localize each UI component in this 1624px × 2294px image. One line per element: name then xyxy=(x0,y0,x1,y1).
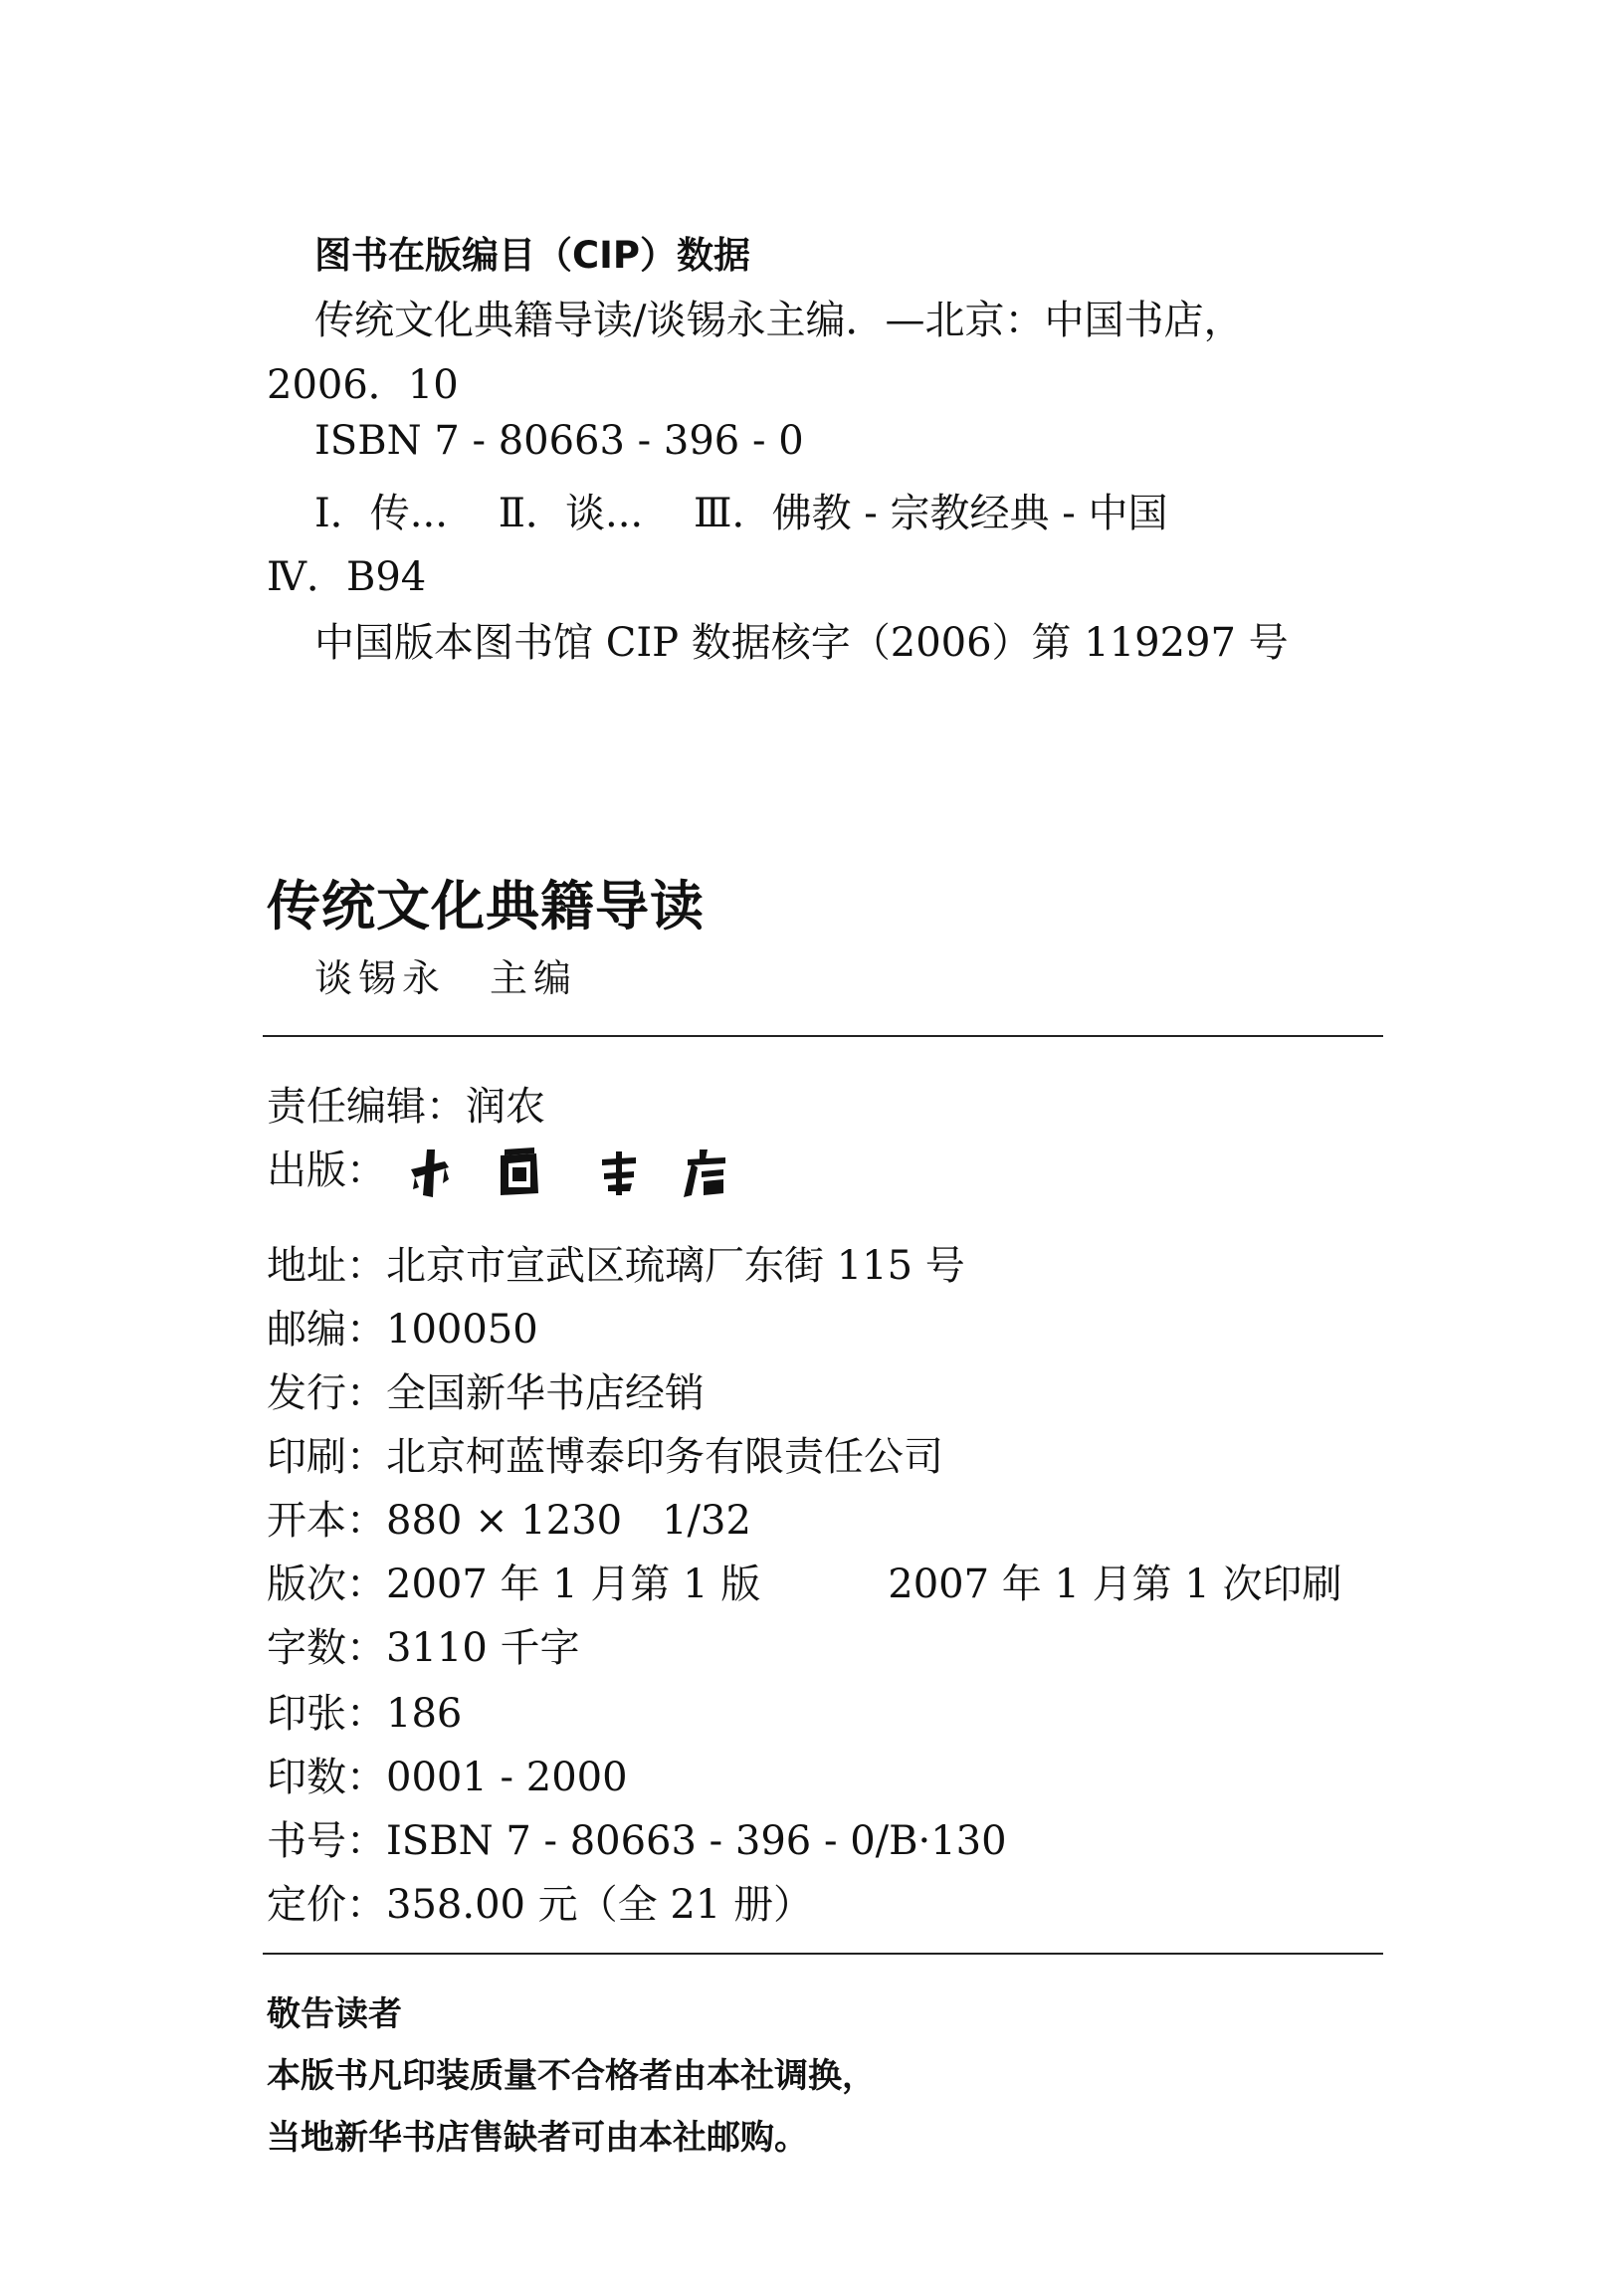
book-title: 传统文化典籍导读 xyxy=(267,875,705,938)
notice-heading: 敬告读者 xyxy=(267,1994,402,2034)
responsible-editor-row xyxy=(267,1075,545,1132)
price-value: 358.00 元（全 21 册） xyxy=(386,1882,814,1928)
format-value: 880 × 1230 1/32 xyxy=(386,1498,751,1544)
cip-classification-line: Ⅰ．传... Ⅱ．谈... Ⅲ．佛教 - 宗教经典 - 中国 xyxy=(314,491,1168,536)
print-run-value: 0001 - 2000 xyxy=(386,1755,628,1800)
sheets-row xyxy=(267,1682,462,1739)
edition-row xyxy=(267,1553,1342,1609)
address-label: 地址： xyxy=(267,1243,386,1289)
publisher-label: 出版： xyxy=(267,1147,386,1193)
impression-value: 2007 年 1 月第 1 次印刷 xyxy=(888,1562,1342,1607)
cip-verification-line: 中国版本图书馆 CIP 数据核字（2006）第 119297 号 xyxy=(314,620,1289,666)
printing-row xyxy=(267,1425,943,1482)
wordcount-value: 3110 千字 xyxy=(386,1625,580,1671)
publisher-calligraphy-logo xyxy=(405,1147,733,1199)
format-row xyxy=(267,1489,751,1546)
postcode-label: 邮编： xyxy=(267,1307,386,1353)
postcode-value: 100050 xyxy=(386,1307,538,1353)
top-divider xyxy=(263,1035,1383,1037)
responsible-editor-value: 润农 xyxy=(466,1084,545,1130)
print-run-row xyxy=(267,1746,628,1802)
wordcount-row xyxy=(267,1616,580,1673)
publisher-row xyxy=(267,1139,733,1199)
price-row xyxy=(267,1873,813,1930)
wordcount-label: 字数： xyxy=(267,1625,386,1671)
printing-label: 印刷： xyxy=(267,1434,386,1480)
book-number-value: ISBN 7 - 80663 - 396 - 0/B·130 xyxy=(386,1818,1007,1864)
book-editor: 谈锡永 主编 xyxy=(314,956,578,1000)
distribution-row xyxy=(267,1361,705,1418)
postcode-row xyxy=(267,1298,538,1355)
notice-line-2: 当地新华书店售缺者可由本社邮购。 xyxy=(267,2118,808,2158)
sheets-value: 186 xyxy=(386,1691,463,1737)
sheets-label: 印张： xyxy=(267,1691,386,1737)
format-label: 开本： xyxy=(267,1498,386,1544)
print-run-label: 印数： xyxy=(267,1755,386,1800)
address-value: 北京市宣武区琉璃厂东街 115 号 xyxy=(386,1243,965,1289)
distribution-label: 发行： xyxy=(267,1370,386,1416)
book-number-label: 书号： xyxy=(267,1818,386,1864)
distribution-value: 全国新华书店经销 xyxy=(386,1370,705,1416)
book-number-row xyxy=(267,1809,1007,1866)
cip-class4-line: Ⅳ．B94 xyxy=(267,554,427,600)
edition-label: 版次： xyxy=(267,1562,386,1607)
cip-heading: 图书在版编目（CIP）数据 xyxy=(314,234,751,277)
cip-date-line: 2006．10 xyxy=(267,362,459,408)
cip-title-line: 传统文化典籍导读/谈锡永主编．—北京：中国书店， xyxy=(314,298,1244,343)
bottom-divider xyxy=(263,1953,1383,1955)
cip-isbn-line: ISBN 7 - 80663 - 396 - 0 xyxy=(314,418,804,464)
notice-line-1: 本版书凡印装质量不合格者由本社调换， xyxy=(267,2056,876,2096)
price-label: 定价： xyxy=(267,1882,386,1928)
responsible-editor-label: 责任编辑： xyxy=(267,1084,466,1130)
printing-value: 北京柯蓝博泰印务有限责任公司 xyxy=(386,1434,943,1480)
edition-value: 2007 年 1 月第 1 版 xyxy=(386,1562,761,1607)
address-row xyxy=(267,1234,965,1291)
